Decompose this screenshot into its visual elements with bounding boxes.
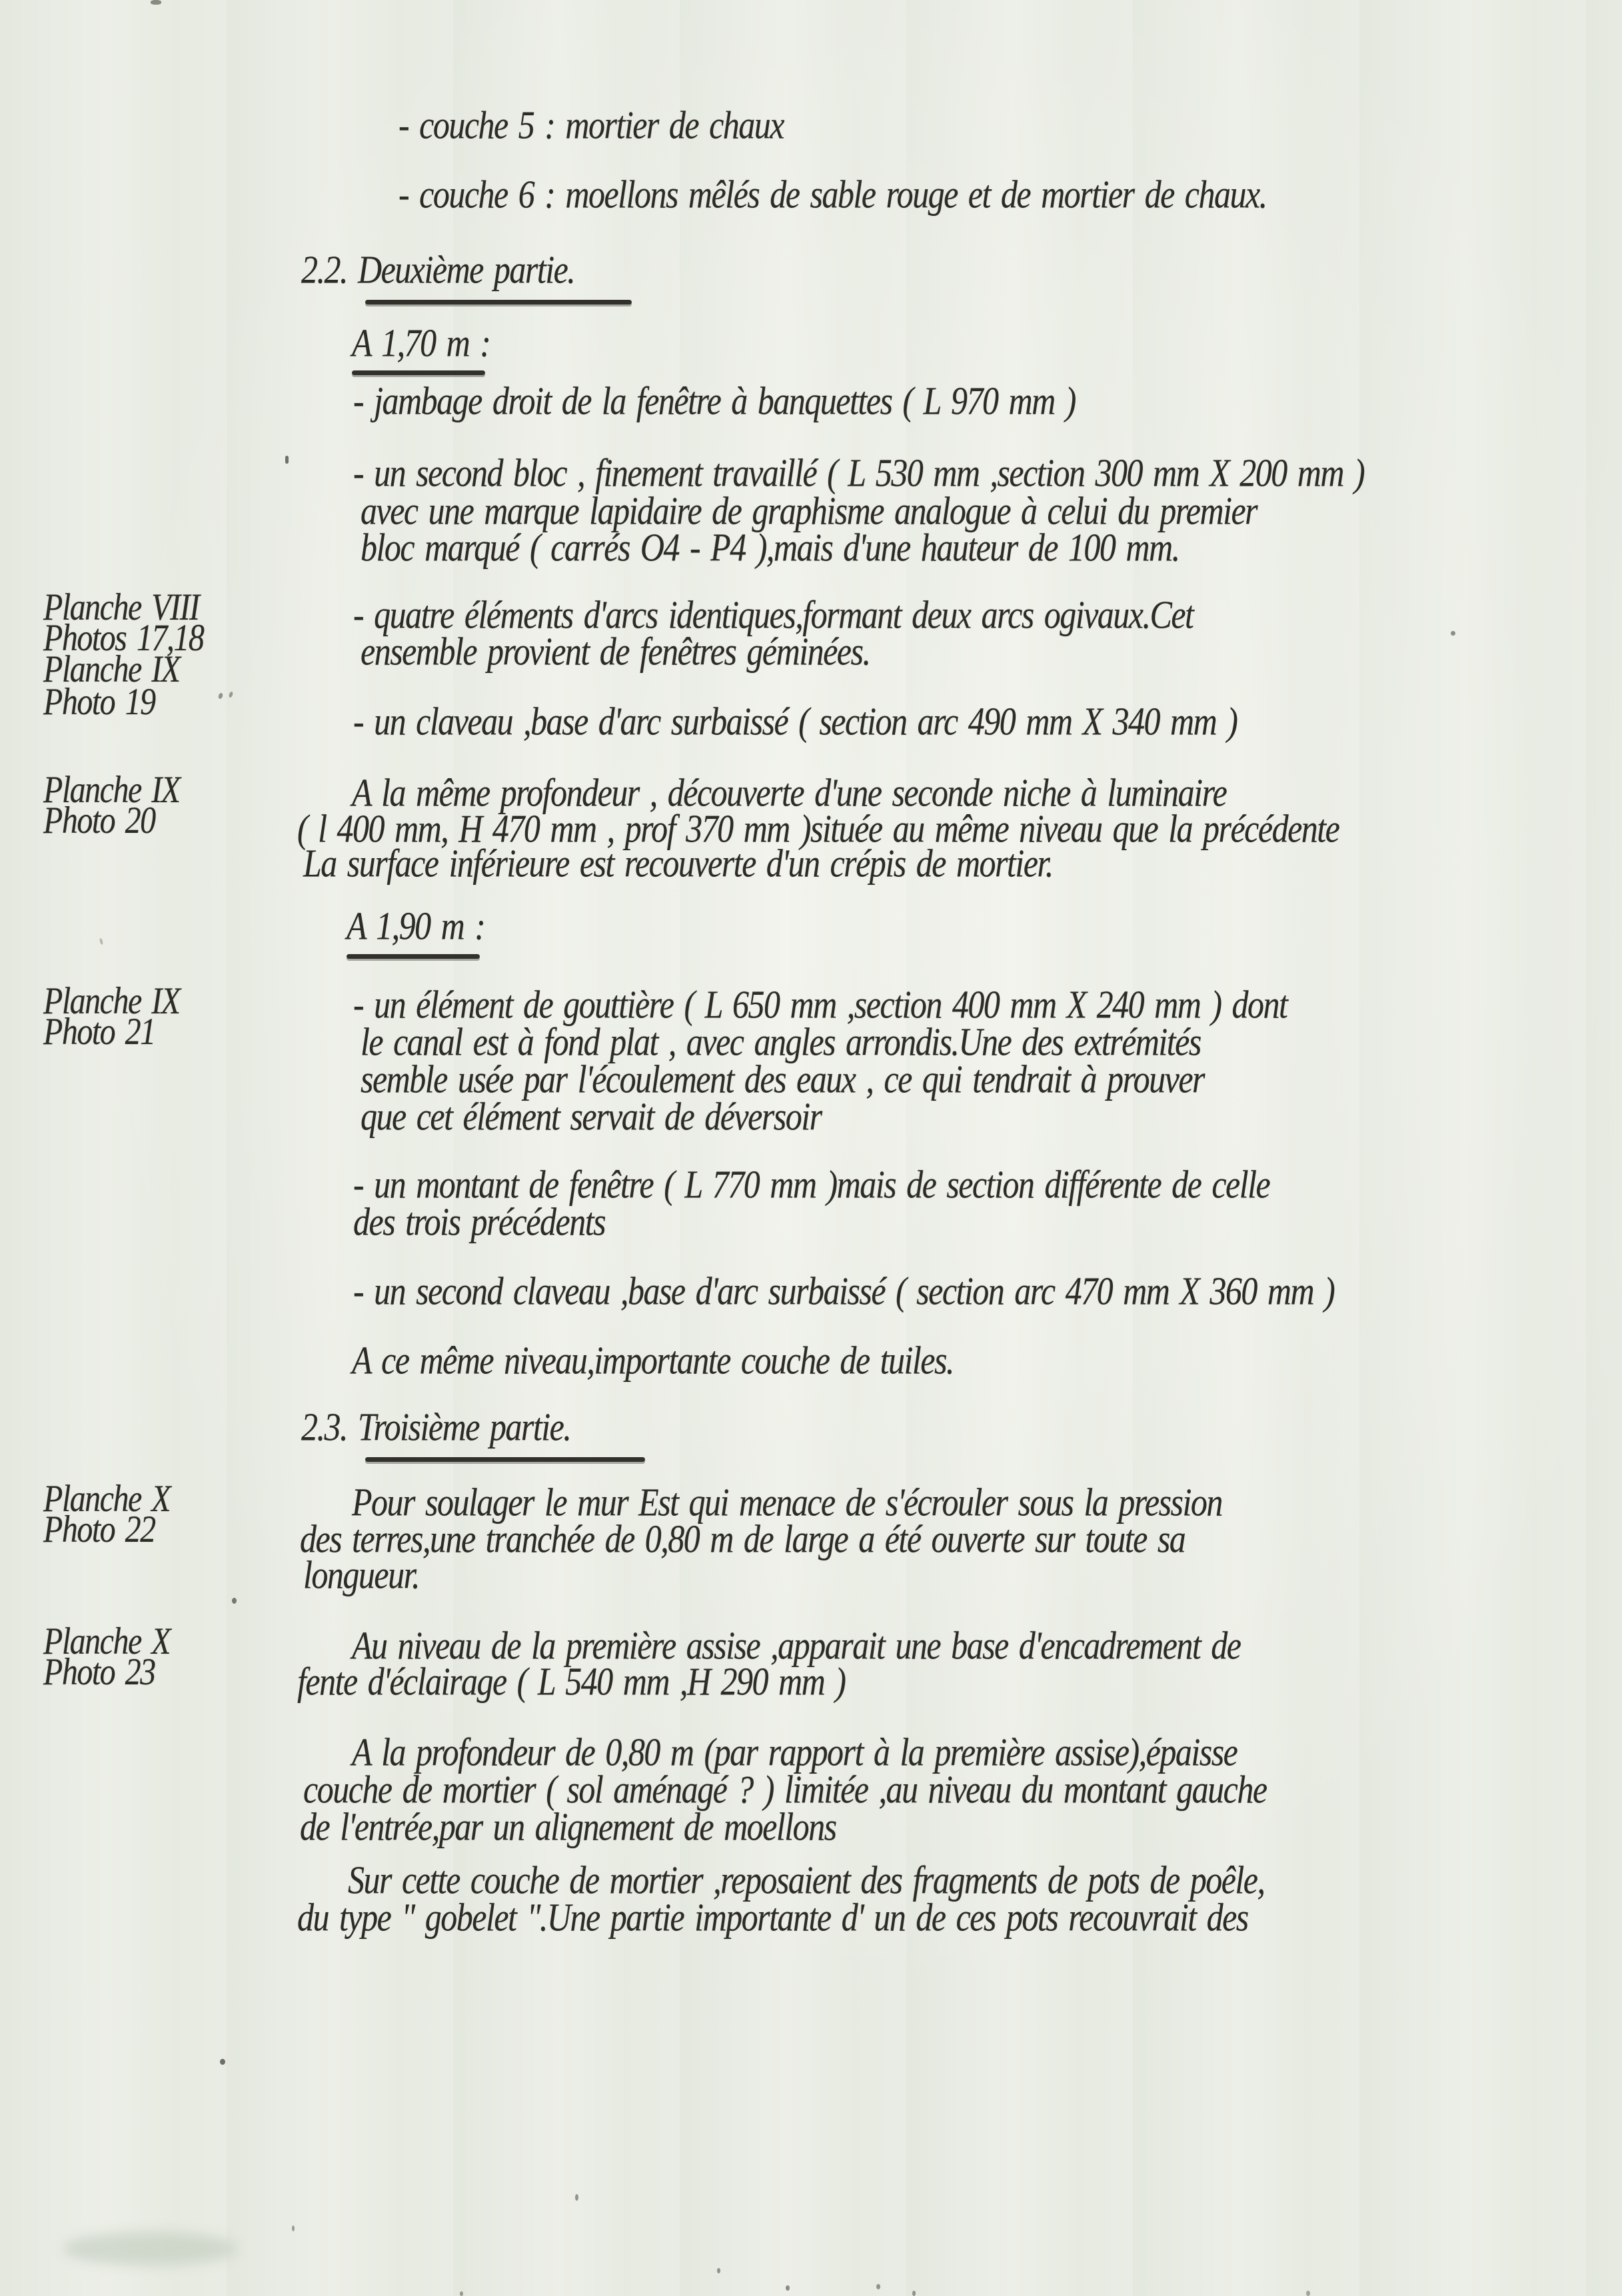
margin-note-line: Planche IX <box>43 648 180 690</box>
margin-note-line: Planche IX <box>43 980 180 1022</box>
body-line: des terres,une tranchée de 0,80 m de large a été ouverte sur toute sa <box>300 1516 1186 1561</box>
body-line: que cet élément servait de déversoir <box>361 1094 822 1139</box>
margin-note-line: Photo 21 <box>43 1011 155 1053</box>
body-line: - un élément de gouttière ( L 650 mm ,section 400 mm X 240 mm ) dont <box>353 982 1287 1027</box>
scan-smudge <box>63 2232 237 2265</box>
margin-note-line: Photo 22 <box>43 1508 155 1550</box>
margin-note-line: Photo 19 <box>43 681 155 723</box>
body-line: - un claveau ,base d'arc surbaissé ( section arc 490 mm X 340 mm ) <box>353 699 1237 744</box>
body-line: Sur cette couche de mortier ,reposaient des fragments de pots de poêle, <box>348 1858 1265 1902</box>
scan-artifact <box>151 0 161 5</box>
scan-artifact <box>460 2291 463 2296</box>
section-2-3-heading: 2.3. Troisième partie. <box>301 1405 571 1449</box>
bullet-couche-6: - couche 6 : moellons mêlés de sable rouge et de mortier de chaux. <box>399 172 1267 217</box>
heading-underline <box>352 370 485 375</box>
body-line: ( l 400 mm, H 470 mm , prof 370 mm )située au même niveau que la précédente <box>297 806 1339 851</box>
body-line: avec une marque lapidaire de graphisme analogue à celui du premier <box>361 488 1257 533</box>
scan-artifact <box>229 691 234 698</box>
body-line: Pour soulager le mur Est qui menace de s'écrouler sous la pression <box>352 1480 1222 1524</box>
body-line: Au niveau de la première assise ,apparait une base d'encadrement de <box>352 1623 1241 1668</box>
body-line: de l'entrée,par un alignement de moellons <box>300 1804 836 1849</box>
margin-note-line: Photos 17,18 <box>43 617 204 659</box>
scan-artifact <box>717 2268 720 2273</box>
body-line: - un montant de fenêtre ( L 770 mm )mais de section différente de celle <box>353 1162 1270 1207</box>
margin-note-line: Photo 20 <box>43 800 155 842</box>
body-line: - un second claveau ,base d'arc surbaissé ( section arc 470 mm X 360 mm ) <box>353 1269 1335 1313</box>
scan-artifact <box>99 938 103 945</box>
body-line: - quatre éléments d'arcs identiques,formant deux arcs ogivaux.Cet <box>353 592 1194 637</box>
scan-artifact <box>285 456 289 464</box>
body-line: ensemble provient de fenêtres géminées. <box>361 629 870 674</box>
body-line: longueur. <box>303 1552 419 1597</box>
bullet-couche-5: - couche 5 : mortier de chaux <box>399 103 784 147</box>
scan-artifact <box>912 2291 916 2296</box>
body-line: La surface inférieure est recouverte d'un crépis de mortier. <box>303 841 1053 885</box>
scan-artifact <box>218 692 224 700</box>
subsection-1-70-heading: A 1,70 m : <box>352 320 490 365</box>
scan-artifact <box>232 1598 237 1604</box>
body-line: semble usée par l'écoulement des eaux , ce qui tendrait à prouver <box>361 1057 1204 1101</box>
body-line: - un second bloc , finement travaillé ( L 530 mm ,section 300 mm X 200 mm ) <box>353 450 1365 495</box>
section-2-2-heading: 2.2. Deuxième partie. <box>301 247 575 292</box>
scan-artifact <box>876 2284 880 2289</box>
body-line: fente d'éclairage ( L 540 mm ,H 290 mm ) <box>297 1659 846 1704</box>
body-line: des trois précédents <box>353 1199 606 1244</box>
heading-underline <box>365 1457 645 1462</box>
scan-artifact <box>575 2194 578 2201</box>
body-line: - jambage droit de la fenêtre à banquettes ( L 970 mm ) <box>353 378 1076 423</box>
margin-note-line: Planche X <box>43 1620 171 1662</box>
subsection-1-90-heading: A 1,90 m : <box>347 903 485 948</box>
body-line: le canal est à fond plat , avec angles arrondis.Une des extrémités <box>361 1019 1201 1064</box>
body-line: A la profondeur de 0,80 m (par rapport à la première assise),épaisse <box>352 1730 1237 1774</box>
margin-note-line: Planche IX <box>43 769 180 811</box>
margin-note-line: Planche VIII <box>43 586 199 628</box>
margin-note-line: Photo 23 <box>43 1651 155 1693</box>
heading-underline <box>347 954 480 959</box>
scan-artifact <box>220 2059 225 2065</box>
body-line: A ce même niveau,importante couche de tuiles. <box>352 1338 954 1383</box>
scan-artifact <box>786 2285 790 2291</box>
body-line: couche de mortier ( sol aménagé ? ) limitée ,au niveau du montant gauche <box>303 1767 1267 1812</box>
scan-artifact <box>1306 2291 1310 2296</box>
body-line: du type " gobelet ".Une partie importante d' un de ces pots recouvrait des <box>297 1895 1248 1940</box>
scan-artifact <box>292 2225 295 2231</box>
heading-underline <box>365 300 632 304</box>
margin-note-line: Planche X <box>43 1478 171 1520</box>
body-line: A la même profondeur , découverte d'une seconde niche à luminaire <box>352 770 1227 815</box>
body-line: bloc marqué ( carrés O4 - P4 ),mais d'une hauteur de 100 mm. <box>361 525 1180 570</box>
scan-artifact <box>1451 631 1455 636</box>
